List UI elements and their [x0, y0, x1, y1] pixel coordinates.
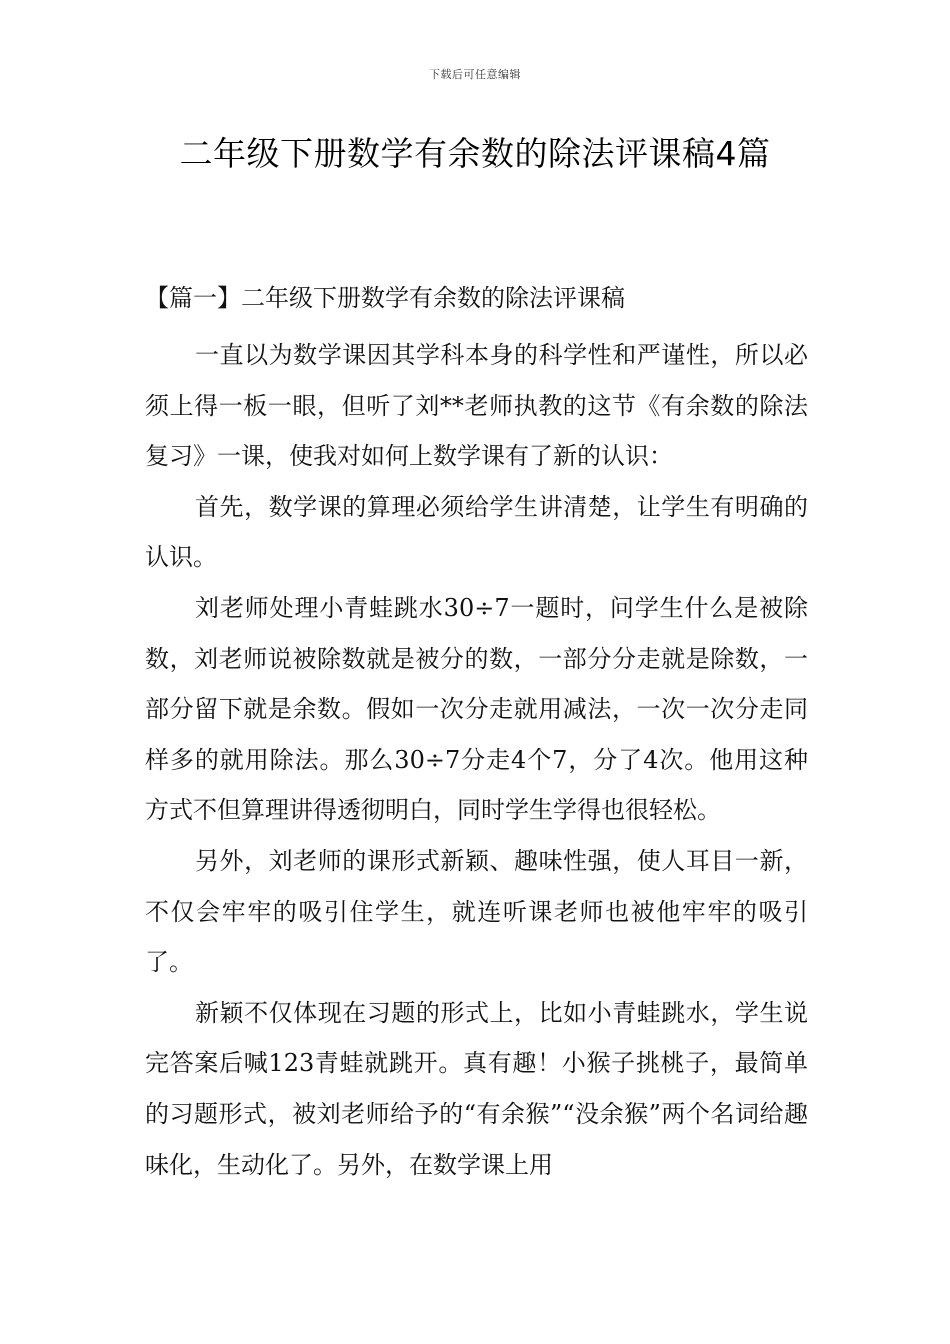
- paragraph: 刘老师处理小青蛙跳水30÷7一题时，问学生什么是被除数，刘老师说被除数就是被分的数，一部分分走就是除数，一部分留下就是余数。假如一次分走就用减法，一次一次分走同样多的就用除法。那么30÷7分走4个7，分了4次。他用这种方式不但算理讲得透彻明白，同时学生学得也很轻松。: [145, 593, 808, 825]
- paragraph: 新颖不仅体现在习题的形式上，比如小青蛙跳水，学生说完答案后喊123青蛙就跳开。真有趣！小猴子挑桃子，最简单的习题形式，被刘老师给予的“有余猴”“没余猴”两个名词给趣味化，生动化了。另外，在数学课上用: [145, 998, 808, 1179]
- section-heading: 【篇一】二年级下册数学有余数的除法评课稿: [145, 284, 625, 312]
- header-note: 下载后可任意编辑: [429, 68, 521, 81]
- document-body: [145, 280, 808, 1190]
- paragraph: 一直以为数学课因其学科本身的科学性和严谨性，所以必须上得一板一眼，但听了刘**老师执教的这节《有余数的除法复习》一课，使我对如何上数学课有了新的认识：: [145, 341, 808, 471]
- document-title: 二年级下册数学有余数的除法评课稿4篇: [179, 134, 771, 173]
- paragraph: 首先，数学课的算理必须给学生讲清楚，让学生有明确的认识。: [145, 492, 808, 572]
- paragraph: 另外，刘老师的课形式新颖、趣味性强，使人耳目一新，不仅会牢牢的吸引住学生，就连听课老师也被他牢牢的吸引了。: [145, 846, 808, 977]
